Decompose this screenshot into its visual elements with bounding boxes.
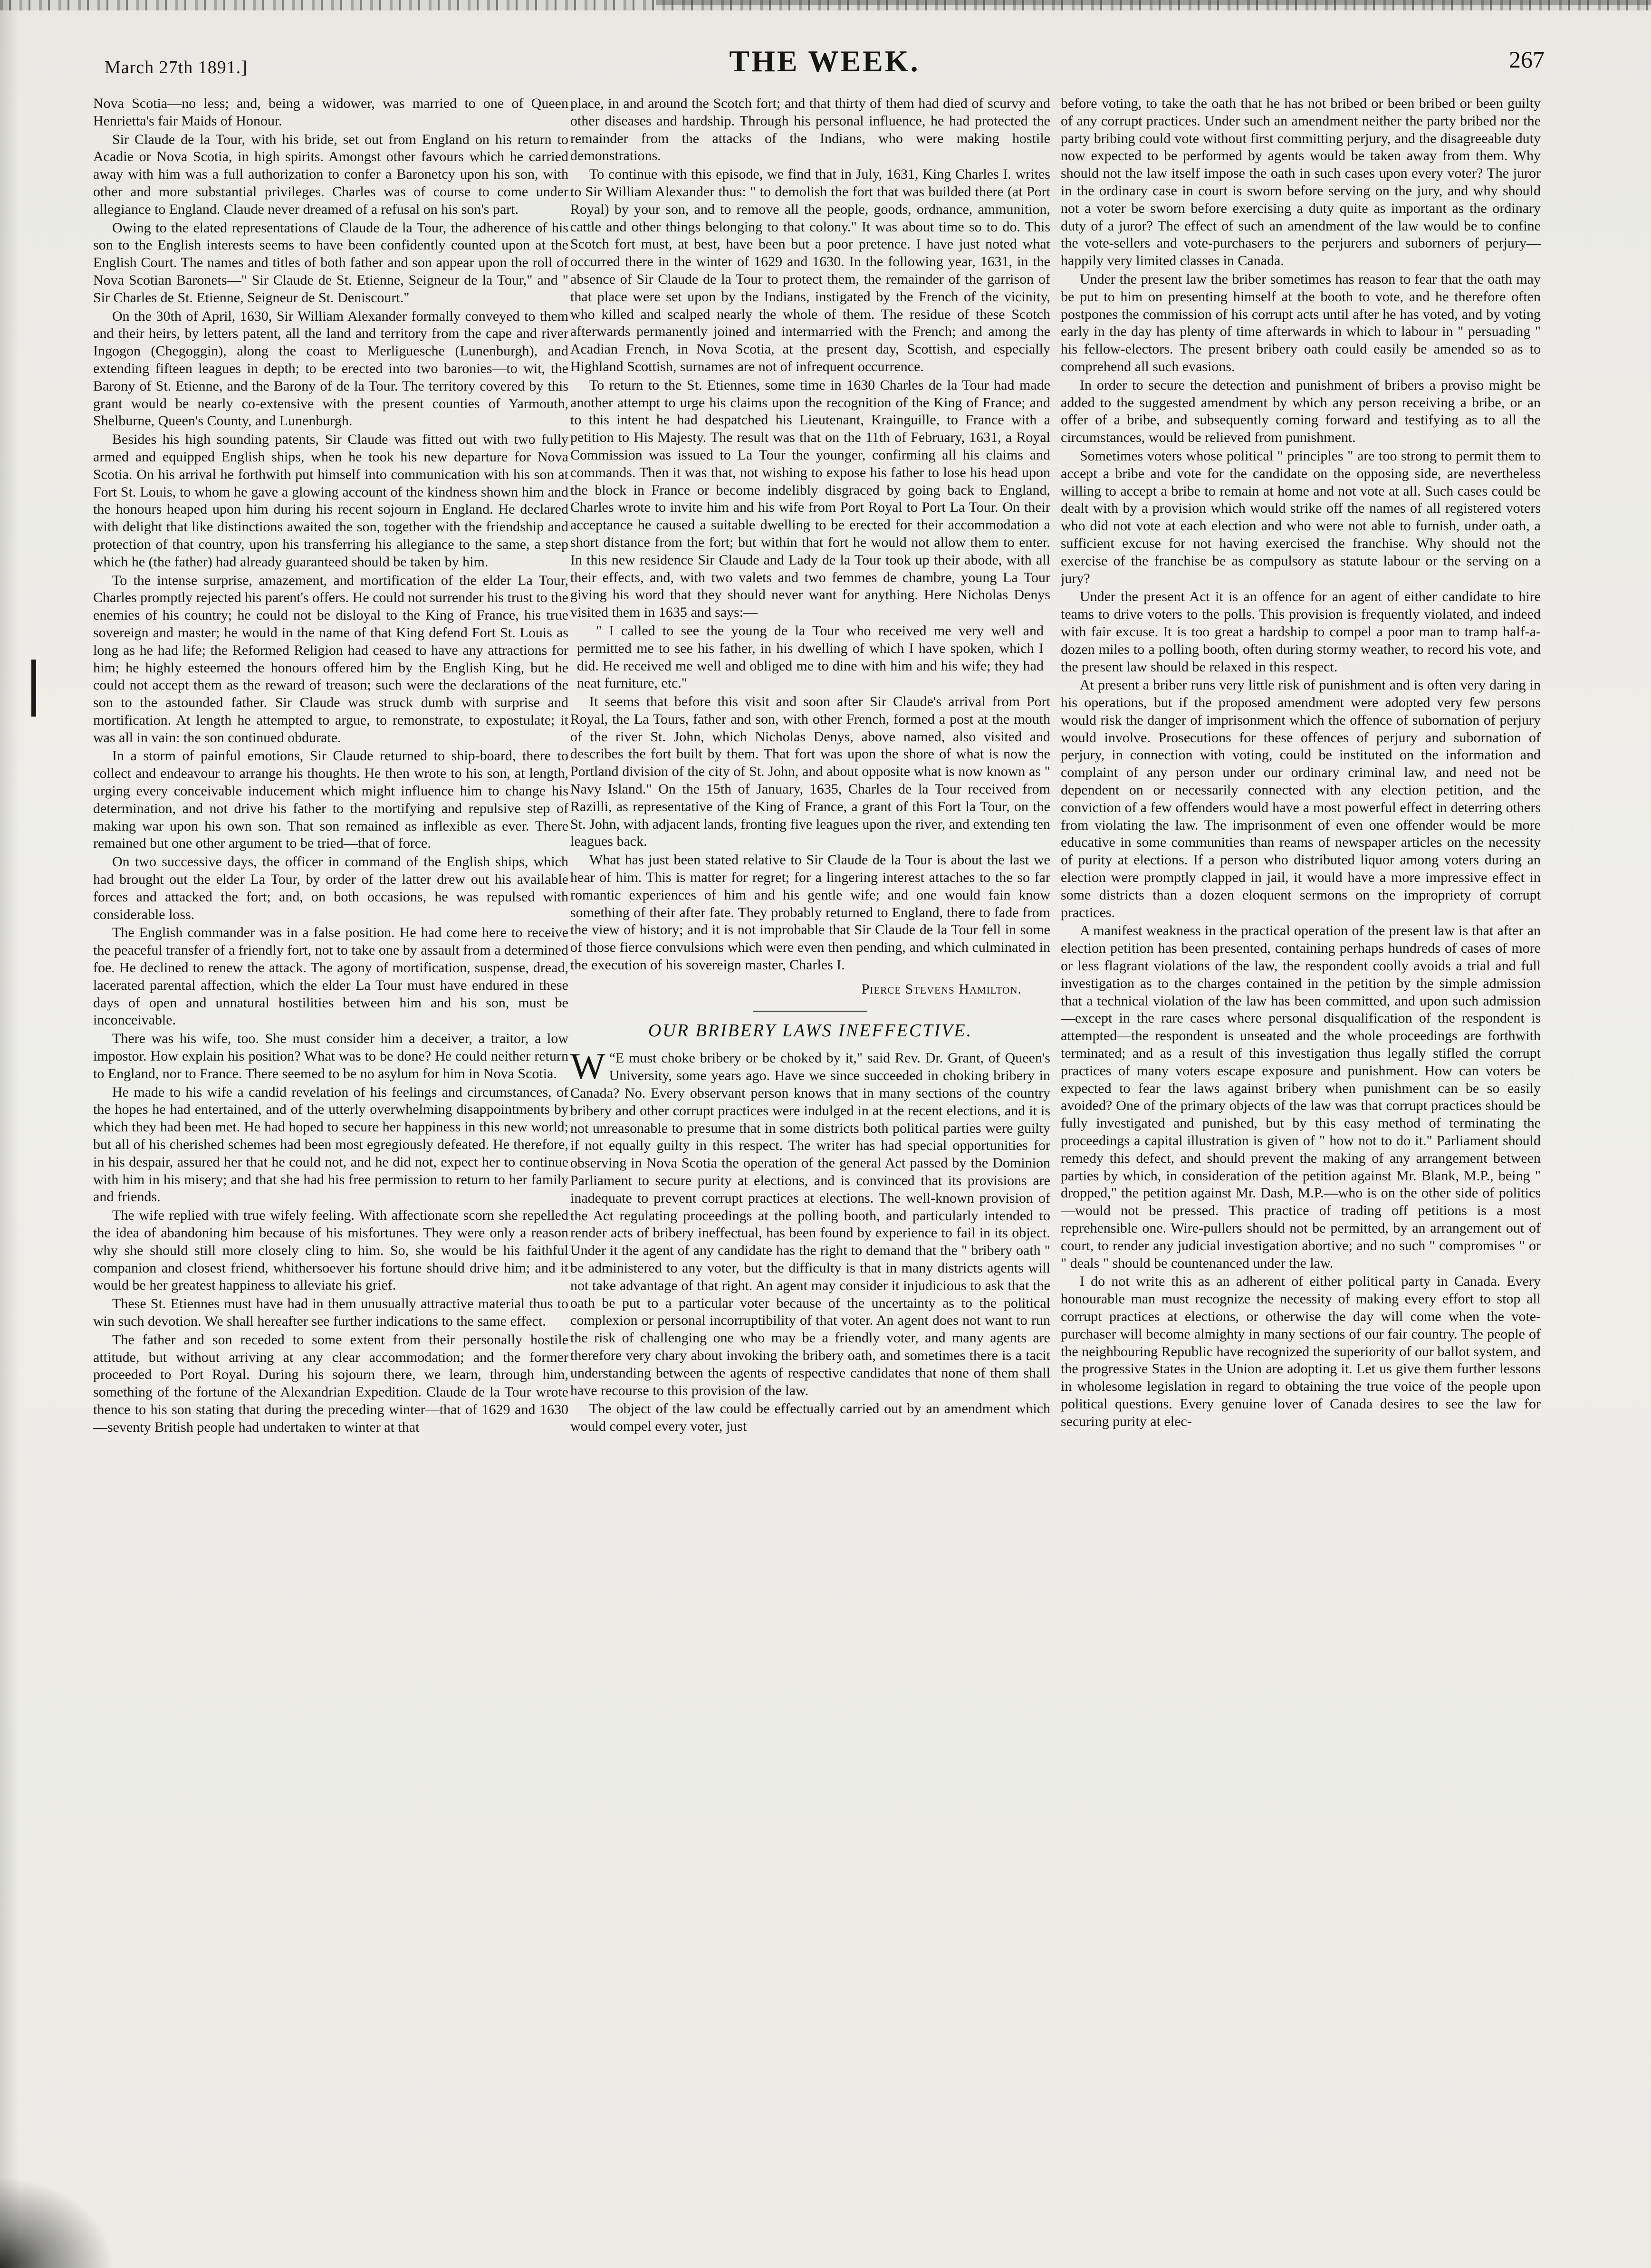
column-paragraph: To the intense surprise, amazement, and mortification of the elder La Tour, Charles promptly rejected his parent's offers. He could not surrender his trust to the enemies of his country; he could not be disloyal to the King of France, his true sovereign and master; he would in the name of that King defend Fort St. Louis as long as he had life; the Reformed Religion had ceased to have any attractions for him; he highly esteemed the honours offered him by the English King, but he could not accept them as the reward of treason; such were the declarations of the son to the astounded father. Sir Claude was struck dumb with surprise and mortification. At length he attempted to argue, to remonstrate, to expostulate; it was all in vain: the son continued obdurate. xyxy=(93,572,568,746)
article-lead-paragraph: “ W E must choke bribery or be choked by it," said Rev. Dr. Grant, of Queen's University, some years ago. Have we since succeeded in choking bribery in Canada? No. Every observant person knows that in many sections of the country bribery and other corrupt practices were indulged in at the recent elections, and it is not unreasonable to presume that in some districts both political parties were guilty if not equally guilty in this respect. The writer has had special opportunities for observing in Nova Scotia the operation of the general Act passed by the Dominion Parliament to secure purity at elections, and is convinced that its provisions are inadequate to prevent corrupt practices at elections. The well-known provision of the Act regulating proceedings at the polling booth, and particularly intended to render acts of bribery ineffectual, has been found by experience to fail in its object. Under it the agent of any candidate has the right to demand that the " bribery oath " be administered to any voter, but the difficulty is that in many districts agents will not take advantage of that right. An agent may consider it injudicious to ask that the oath be put to a particular voter because of the uncertainty as to the political complexion or personal incorruptibility of that voter. An agent does not want to run the risk of challenging one who may be a friendly voter, and many agents are therefore very chary about invoking the bribery oath, and sometimes there is a tacit understanding between the agents of respective candidates that none of them shall have recourse to this provision of the law. xyxy=(570,1045,1050,1398)
column-paragraph: I do not write this as an adherent of either political party in Canada. Every honourable man must recognize the necessity of making every effort to stop all corrupt practices at elections, or otherwise the day will come when the vote-purchaser will become almighty in many sections of our fair country. The people of the neighbouring Republic have recognized the superiority of our ballot system, and the progressive States in the Union are adopting it. Let us give them further lessons in wholesome legislation in regard to obtaining the true voice of the people upon political questions. Every genuine lover of Canada desires to see the law for securing purity at elec- xyxy=(1061,1273,1541,1429)
column-paragraph: To continue with this episode, we find that in July, 1631, King Charles I. writes to Sir William Alexander thus: " to demolish the fort that was builded there (at Port Royal) by your son, and to remove all the people, goods, ordnance, ammunition, cattle and other things belonging to that colony." It was about time so to do. This Scotch fort must, at best, have been but a poor pretence. I have just noted what occurred there in the winter of 1629 and 1630. In the following year, 1631, in the absence of Sir Claude de la Tour to protect them, the remainder of the garrison of that place were set upon by the Indians, instigated by the French of the vicinity, who killed and scalped nearly the whole of them. The residue of these Scotch afterwards permanently joined and intermarried with the French; and among the Acadian French, in Nova Scotia, at the present day, Scottish, and especially Highland Scottish, surnames are not of infrequent occurrence. xyxy=(570,166,1050,374)
column-paragraph: The father and son receded to some extent from their personally hostile attitude, but without arriving at any clear accommodation; and the former proceeded to Port Royal. During his sojourn there, we learn, through him, something of the fortune of the Alexandrian Expedition. Claude de la Tour wrote thence to his son stating that during the preceding winter—that of 1629 and 1630—seventy British people had undertaken to winter at that xyxy=(93,1331,568,1435)
column-paragraph: There was his wife, too. She must consider him a deceiver, a traitor, a low impostor. How explain his position? What was to be done? He could neither return to England, nor to France. There seemed to be no asylum for him in Nova Scotia. xyxy=(93,1031,568,1081)
page-header xyxy=(105,44,1545,91)
drop-cap: W xyxy=(570,1045,605,1087)
column-paragraph: Under the present law the briber sometimes has reason to fear that the oath may be put to him on presenting himself at the booth to vote, and he therefore often postpones the commission of his corrupt acts until after he has voted, and by voting early in the day has plenty of time afterwards in which to labour in " persuading " his fellow-electors. The present bribery oath could easily be amended so as to comprehend all such evasions. xyxy=(1061,271,1541,374)
lead-text: E must choke bribery or be choked by it," said Rev. Dr. Grant, of Queen's University, some years ago. Have we since succeeded in choking bribery in Canada? No. Every observant person knows that in many sections of the country bribery and other corrupt practices were indulged in at the recent elections, and it is not unreasonable to presume that in some districts both political parties were guilty if not equally guilty in this respect. The writer has had special opportunities for observing in Nova Scotia the operation of the general Act passed by the Dominion Parliament to secure purity at elections, and is convinced that its provisions are inadequate to prevent corrupt practices at elections. The well-known provision of the Act regulating proceedings at the polling booth, and particularly intended to render acts of bribery ineffectual, has been found by experience to fail in its object. Under it the agent of any candidate has the right to demand that the " bribery oath " be administered to any voter, but the difficulty is that in many districts agents will not take advantage of that right. An agent may consider it injudicious to ask that the oath be put to a particular voter because of the uncertainty as to the political complexion or personal incorruptibility of that voter. An agent does not want to run the risk of challenging one who may be a friendly voter, and many agents are therefore very chary about invoking the bribery oath, and sometimes there is a tacit understanding between the agents of respective candidates that none of them shall have recourse to this provision of the law. xyxy=(570,1050,1050,1398)
header-date: March 27th 1891.] xyxy=(105,57,248,77)
masthead-title: THE WEEK. xyxy=(729,44,920,78)
binding-shadow xyxy=(0,0,19,2268)
column-paragraph: To return to the St. Etiennes, some time in 1630 Charles de la Tour had made another attempt to urge his claims upon the recognition of the King of France; and to this intent he had despatched his Lieutenant, Krainguille, to France with a petition to His Majesty. The result was that on the 11th of February, 1631, a Royal Commission was issued to La Tour the younger, confirming all his claims and commands. Then it was that, not wishing to expose his father to lose his head upon the block in France or become indelibly disgraced by going back to England, Charles wrote to invite him and his wife from Port Royal to Port La Tour. On their acceptance he caused a suitable dwelling to be erected for their accommodation a short distance from the fort; but within that fort he would not allow them to enter. In this new residence Sir Claude and Lady de la Tour took up their abode, with all their effects, and, with two valets and two femmes de chambre, young La Tour giving his word that they should never want for anything. Here Nicholas Denys visited them in 1635 and says:— xyxy=(570,377,1050,621)
column-paragraph: The object of the law could be effectually carried out by an amendment which would compel every voter, just xyxy=(570,1401,1050,1435)
column-paragraph: Besides his high sounding patents, Sir Claude was fitted out with two fully armed and equipped English ships, when he took his new departure for Nova Scotia. On his arrival he forthwith put himself into communication with his son at Fort St. Louis, to whom he gave a glowing account of the kindness shown him and the honours heaped upon him during his recent sojourn in England. He declared with delight that like distinctions awaited the son, together with the friendship and protection of that country, upon his transferring his allegiance to the same, a step which he (the father) had already guaranteed should be taken by him. xyxy=(93,431,568,570)
column-paragraph: Nova Scotia—no less; and, being a widower, was married to one of Queen Henrietta's fair Maids of Honour. xyxy=(93,96,568,129)
column-paragraph: On two successive days, the officer in command of the English ships, which had brought out the elder La Tour, by order of the latter drew out his available forces and attacked the fort; and, on both occasions, he was repulsed with considerable loss. xyxy=(93,854,568,922)
column-2 xyxy=(570,95,1050,2248)
column-paragraph: These St. Etiennes must have had in them unusually attractive material thus to win such devotion. We shall hereafter see further indications to the same effect. xyxy=(93,1296,568,1329)
top-edge-shadow xyxy=(656,0,1651,5)
page-corner-shadow xyxy=(0,2176,114,2268)
column-paragraph: Owing to the elated representations of Claude de la Tour, the adherence of his son to the English interests seems to have been confidently counted upon at the English Court. The names and titles of both father and son appear upon the roll of Nova Scotian Baronets—" Sir Claude de St. Etienne, Seigneur de la Tour," and " Sir Charles de St. Etienne, Seigneur de St. Deniscourt." xyxy=(93,220,568,306)
article-title: OUR BRIBERY LAWS INEFFECTIVE. xyxy=(648,1020,973,1041)
column-paragraph: place, in and around the Scotch fort; and that thirty of them had died of scurvy and other diseases and hardship. Through his personal influence, he had protected the remainder from the attacks of the Indians, who were making hostile demonstrations. xyxy=(570,96,1050,164)
author-signature: Pierce Stevens Hamilton. xyxy=(861,981,1022,997)
column-paragraph: The wife replied with true wifely feeling. With affectionate scorn she repelled the idea of abandoning him because of his misfortunes. They were only a reason why she should still more closely cling to him. So, she would be his faithful companion and closest friend, whithersoever his fortune should drive him; and it would be her greatest happiness to alleviate his grief. xyxy=(93,1207,568,1293)
column-paragraph: Under the present Act it is an offence for an agent of either candidate to hire teams to drive voters to the polls. This provision is frequently violated, and indeed with fair excuse. It is too great a hardship to compel a poor man to tramp half-a-dozen miles to a polling booth, often during stormy weather, to record his vote, and the present law should be relaxed in this respect. xyxy=(1061,589,1541,675)
article-divider xyxy=(753,1011,867,1012)
column-3 xyxy=(1061,95,1541,2248)
column-paragraph: What has just been stated relative to Sir Claude de la Tour is about the last we hear of him. This is matter for regret; for a lingering interest attaches to the so far romantic experiences of him and his gentle wife; and one would fain know something of their after fate. They probably returned to England, there to fade from the view of history; and it is not improbable that Sir Claude de la Tour fell in some of those fierce convulsions which were even then pending, and which culminated in the execution of his sovereign master, Charles I. xyxy=(570,852,1050,973)
column-paragraph: He made to his wife a candid revelation of his feelings and circumstances, of the hopes he had entertained, and of the utterly overwhelming disappointments by which they had been met. He had hoped to secure her happiness in this new world; but all of his cherished schemes had been most egregiously defeated. He therefore, in his despair, assured her that he could not, and he did not, expect her to continue with him in his misery; and that she had his free permission to return to her family and friends. xyxy=(93,1084,568,1205)
column-paragraph: At present a briber runs very little risk of punishment and is often very daring in his operations, but if the proposed amendment were adopted very few persons would risk the danger of imprisonment which the offence of subornation of perjury would involve. Prosecutions for these offences of perjury and subornation of perjury, in connection with voting, could be instituted on the information and complaint of any person under our ordinary criminal law, and need not be dependent on or necessarily connected with any election petition, and the conviction of a few offenders would have a most powerful effect in deterring others from violating the law. The imprisonment of even one offender would be more educative in some communities than reams of newspaper articles on the necessity of purity at elections. If a person who distributed liquor among voters during an election were promptly clapped in jail, it would have a more impressive effect in some districts than a dozen eloquent sermons on the impropriety of corrupt practices. xyxy=(1061,677,1541,920)
column-paragraph: It seems that before this visit and soon after Sir Claude's arrival from Port Royal, the La Tours, father and son, with other French, formed a post at the mouth of the river St. John, which Nicholas Denys, above named, also visited and describes the fort built by them. That fort was upon the shore of what is now the Portland division of the city of St. John, and about opposite what is now known as " Navy Island." On the 15th of January, 1635, Charles de la Tour received from Razilli, as representative of the King of France, a grant of this Fort la Tour, on the St. John, with adjacent lands, fronting five leagues upon the river, and extending ten leagues back. xyxy=(570,694,1050,850)
column-1 xyxy=(93,95,568,2248)
column-paragraph: In a storm of painful emotions, Sir Claude returned to ship-board, there to collect and endeavour to arrange his thoughts. He then wrote to his son, at length, urging every conceivable inducement which might influence him to change his determination, and not drive his father to the mortifying and repulsive step of making war upon his own son. That son remained as inflexible as ever. There remained but one other argument to be tried—that of force. xyxy=(93,748,568,852)
column-paragraph: On the 30th of April, 1630, Sir William Alexander formally conveyed to them and their heirs, by letters patent, all the land and territory from the cape and river Ingogon (Chegoggin), along the coast to Merliguesche (Lunenburgh), and extending fifteen leagues in depth; to be erected into two baronies—to wit, the Barony of St. Etienne, and the Barony of de la Tour. The territory covered by this grant would be nearly co-extensive with the present counties of Yarmouth, Shelburne, Queen's County, and Lunenburgh. xyxy=(93,308,568,429)
column-paragraph: before voting, to take the oath that he has not bribed or been bribed or been guilty of any corrupt practices. Under such an amendment neither the party bribed nor the party bribing could vote without first committing perjury, and the disagreeable duty now expected to be performed by agents would be taken away from them. Why should not the law itself impose the oath in such cases upon every voter? The juror in the ordinary case in court is sworn before serving on the jury, and why should not a voter be sworn before exercising a duty quite as important as the ordinary duty of a juror? The effect of such an amendment of the law would be to confine the vote-sellers and vote-purchasers to the perjurers and suborners of perjury—happily very limited classes in Canada. xyxy=(1061,96,1541,269)
block-quote: " I called to see the young de la Tour who received me very well and permitted me to see his father, in his dwelling of which I have spoken, which I did. He received me well and obliged me to dine with him and his wife; they had neat furniture, etc." xyxy=(577,622,1044,691)
column-paragraph: A manifest weakness in the practical operation of the present law is that after an election petition has been presented, containing perhaps hundreds of cases of more or less flagrant violations of the law, the respondent coolly avoids a trial and full investigation as to the charges contained in the petition by the simple admission that a technical violation of the law has been committed, and upon such admission—except in the rare cases where personal disqualification of the respondent is attempted—the respondent is unseated and the whole proceedings are forthwith terminated; and as a result of this investigation thus legally stifled the corrupt practices of many voters escape exposure and punishment. How can voters be expected to fear the laws against bribery when punishment can be so easily avoided? One of the primary objects of the law was that corrupt practices should be fully investigated and punished, but by this easy method of terminating the proceedings a capital illustration is given of " how not to do it." Parliament should remedy this defect, and should prevent the making of any arrangement between parties by which, in consideration of the petition against Mr. Blank, M.P., being " dropped," the petition against Mr. Dash, M.P.—who is on the other side of politics—would not be pressed. This practice of trading off petitions is a most reprehensible one. Wire-pullers should not be permitted, by an arrangement out of court, to render any judicial investigation abortive; and no such " compromises " or " deals " should be countenanced under the law. xyxy=(1061,923,1541,1271)
column-paragraph: Sir Claude de la Tour, with his bride, set out from England on his return to Acadie or Nova Scotia, in high spirits. Amongst other favours which he carried away with him was a full authorization to confer a Baronetcy upon his son, with other and more substantial privileges. Charles was of course to come under allegiance to England. Claude never dreamed of a refusal on his son's part. xyxy=(93,131,568,217)
column-paragraph: The English commander was in a false position. He had come here to receive the peaceful transfer of a friendly fort, not to take one by assault from a determined foe. He declined to renew the attack. The agony of mortification, suspense, dread, lacerated parental affection, which the elder La Tour must have endured in these days of open and unnatural hostilities between him and his son, must be inconceivable. xyxy=(93,925,568,1028)
column-paragraph: In order to secure the detection and punishment of bribers a proviso might be added to the suggested amendment by which any person receiving a bribe, or an offer of a bribe, and subsequently coming forward and testifying as to all the circumstances, would be relieved from punishment. xyxy=(1061,377,1541,446)
page-number: 267 xyxy=(1509,46,1545,73)
margin-mark xyxy=(31,660,36,717)
column-paragraph: Sometimes voters whose political " principles " are too strong to permit them to accept a bribe and vote for the candidate on the opposing side, are nevertheless willing to accept a bribe to remain at home and not vote at all. Such cases could be dealt with by a provision which would strike off the names of all registered voters who did not vote at each election and who were not able to furnish, under oath, a sufficient excuse for not having exercised the franchise. Why should not the exercise of the franchise be as compulsory as statute labour or the serving on a jury? xyxy=(1061,448,1541,586)
